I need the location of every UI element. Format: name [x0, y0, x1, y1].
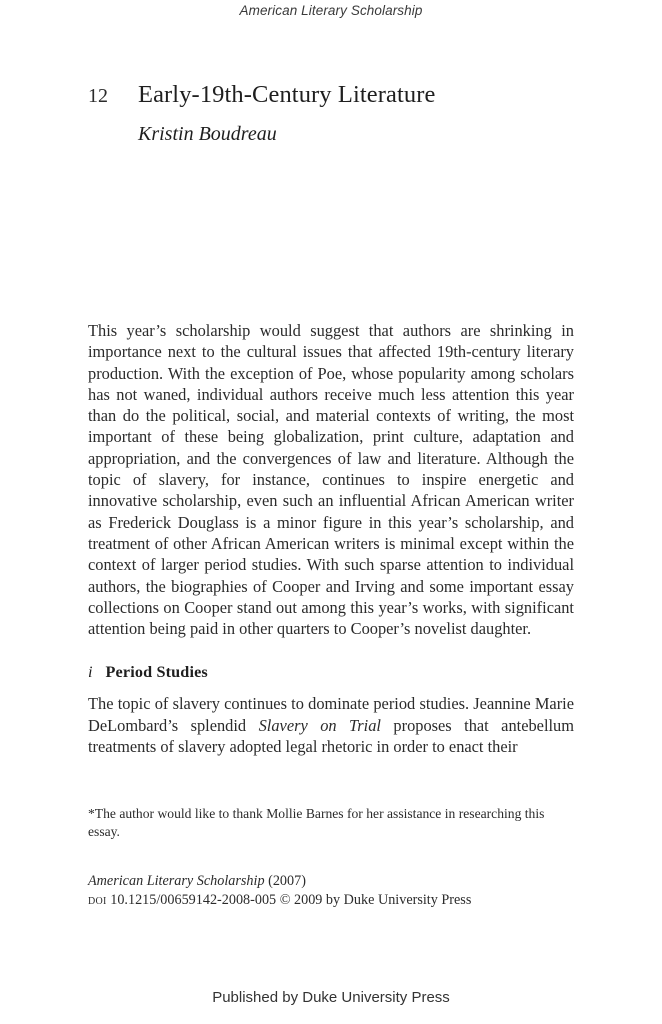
body-paragraph-1: This year’s scholarship would suggest that authors are shrinking in importance next to the cultural issues that affected 19th-century literary production. With the exception of Poe, whose popularity among scholars has not waned, individual authors receive much less attention this year than do the political, social, and material contexts of writing, the most important of these being globalization, print culture, adaptation and appropriation, and the convergences of law and literature. Although the topic of slavery, for instance, continues to inspire energetic and innovative scholarship, even such an influential African American writer as Frederick Douglass is a minor figure in this year’s scholarship, and treatment of other African American writers is minimal except within the context of larger period studies. With such sparse attention to individual authors, the biographies of Cooper and Irving and some important essay collections on Cooper stand out among this year’s works, with significant attention being paid in other quarters to Cooper’s novelist daughter.	[88, 321, 574, 639]
chapter-author: Kristin Boudreau	[138, 122, 277, 145]
section-title: Period Studies	[105, 663, 208, 682]
section-numeral: i	[88, 663, 93, 682]
page-title: Early-19th-Century Literature	[138, 81, 436, 108]
imprint-journal-title: American Literary Scholarship	[88, 873, 265, 889]
page-footer: Published by Duke University Press	[212, 989, 450, 1006]
imprint-block	[88, 872, 574, 909]
footnote-marker: *	[88, 806, 95, 821]
section-heading	[88, 663, 574, 682]
chapter-heading-block	[88, 82, 574, 146]
doi-value: 10.1215/00659142-2008-005 © 2009 by Duke University Press	[110, 891, 472, 908]
imprint-journal-line	[88, 872, 574, 891]
footnote-text: The author would like to thank Mollie Barnes for her assistance in researching this essay.	[88, 806, 545, 839]
body-paragraph-2	[88, 693, 574, 757]
section-paragraph-suffix: proposes that antebellum treatments of slavery adopted legal rhetoric in order to enact their	[88, 715, 574, 757]
imprint-year: (2007)	[268, 873, 306, 889]
section-paragraph-prefix: The topic of slavery continues to dominate period studies. Jeannine Marie DeLombard’s splendid	[88, 694, 574, 735]
running-head: American Literary Scholarship	[239, 3, 423, 18]
footnote	[88, 805, 574, 840]
chapter-title-line	[88, 82, 574, 109]
chapter-number: 12	[88, 85, 108, 107]
body-content	[88, 320, 574, 757]
doi-label: doi	[88, 891, 107, 908]
cited-work-title: Slavery on Trial	[258, 715, 381, 735]
imprint-doi-line	[88, 891, 574, 910]
